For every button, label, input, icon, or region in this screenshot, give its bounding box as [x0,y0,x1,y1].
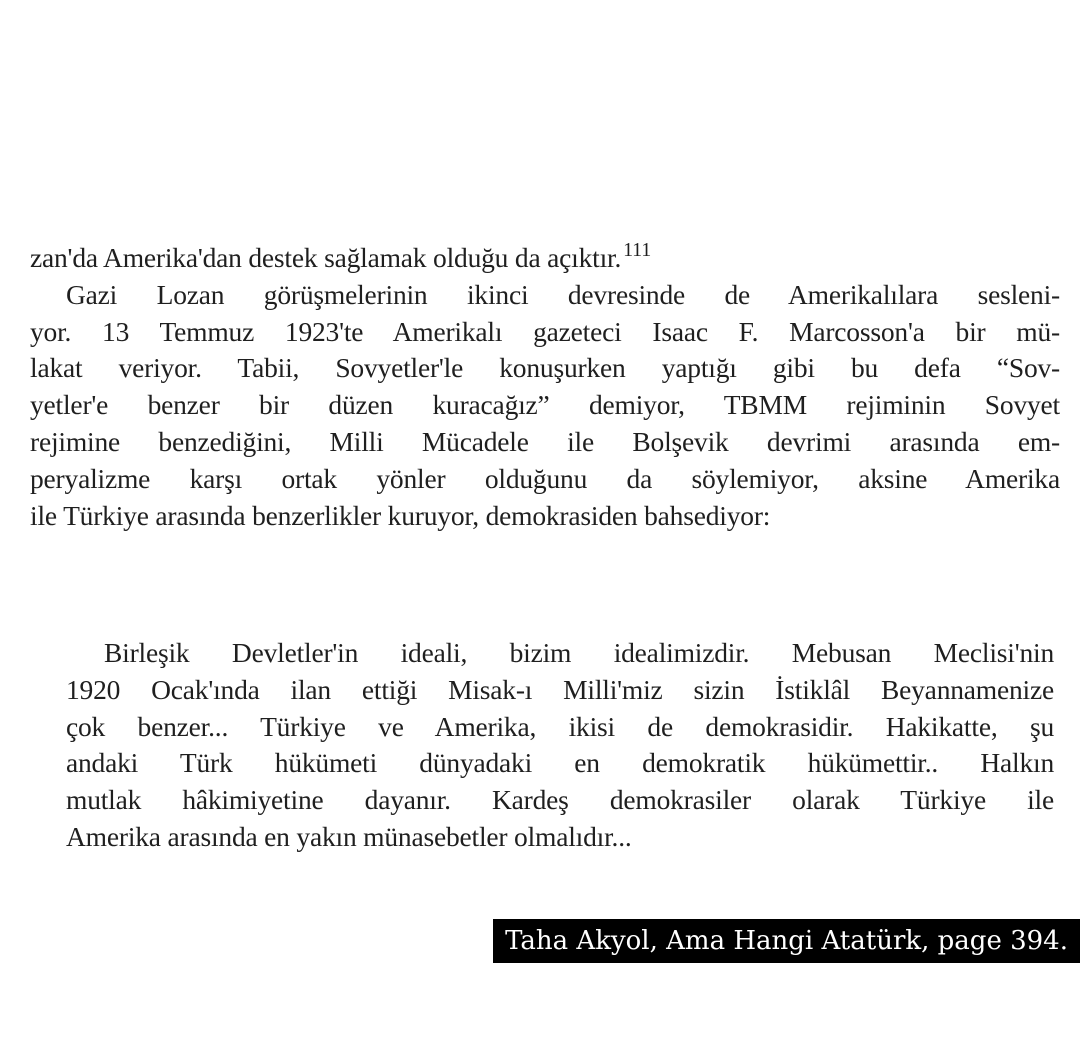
quote-line: Amerika arasında en yakın münasebetler olmalıdır... [66,820,632,852]
block-quote [66,635,1054,856]
source-caption: Taha Akyol, Ama Hangi Atatürk, page 394. [493,919,1080,963]
text-line: rejimine benzediğini, Milli Mücadele ile Bolşevik devrimi arasında em- [30,425,1060,457]
footnote-reference: 111 [623,239,652,261]
text-line: lakat veriyor. Tabii, Sovyetler'le konuşurken yaptığı gibi bu defa “Sov- [30,352,1060,384]
text-line: peryalizme karşı ortak yönler olduğunu da söylemiyor, aksine Amerika [30,462,1060,494]
quote-line: 1920 Ocak'ında ilan ettiği Misak-ı Milli'miz sizin İstiklâl Beyannamenize [66,673,1054,705]
quote-line: andaki Türk hükümeti dünyadaki en demokratik hükümettir.. Halkın [66,747,1054,779]
body-paragraph [30,240,1060,534]
quote-line: mutlak hâkimiyetine dayanır. Kardeş demokrasiler olarak Türkiye ile [66,784,1054,816]
text-line: yetler'e benzer bir düzen kuracağız” demiyor, TBMM rejiminin Sovyet [30,389,1060,421]
text-line [30,240,1060,277]
quote-line: Birleşik Devletler'in ideali, bizim idealimizdir. Mebusan Meclisi'nin [104,637,1054,668]
text-line-content: zan'da Amerika'dan destek sağlamak olduğu da açıktır. [30,242,622,273]
text-line: ile Türkiye arasında benzerlikler kuruyor, demokrasiden bahsediyor: [30,499,771,531]
text-line: Gazi Lozan görüşmelerinin ikinci devresinde de Amerikalılara sesleni- [66,278,1060,310]
text-line: yor. 13 Temmuz 1923'te Amerikalı gazeteci Isaac F. Marcosson'a bir mü- [30,315,1060,347]
quote-line: çok benzer... Türkiye ve Amerika, ikisi de demokrasidir. Hakikatte, şu [66,710,1054,742]
